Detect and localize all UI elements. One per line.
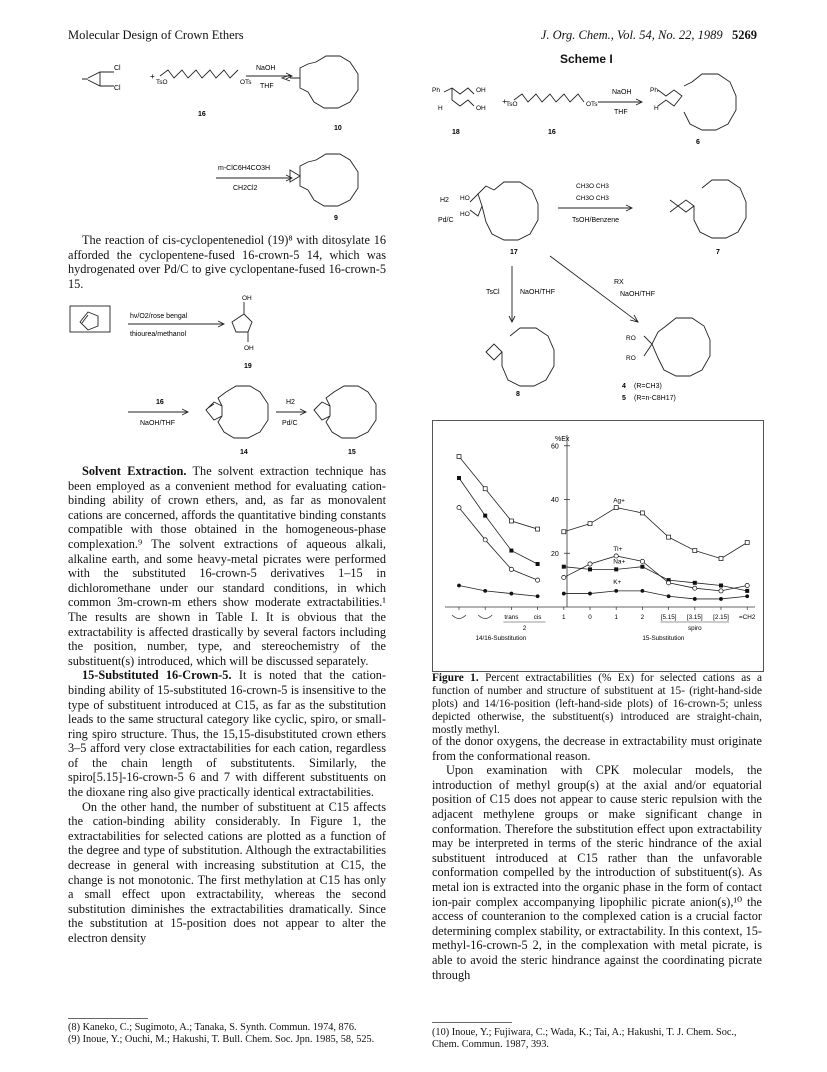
paragraph-number-of-substituent: On the other hand, the number of substituent at C15 affects the cation-binding ability considerably. In Figure 1, the extractabilities for selected cations are plotted as a function of the degree and type of substitution. Although the extractabilities decrease in general with increasing substitution at C15, the change is not monotonic. The first methylation at C15 has only a small effect upon extractability, whereas the second substitution diminishes the extractabilities dramatically. Since the substitution at 15-position does not appear to alter the electron density — [68, 799, 386, 945]
footnote-rule-right — [432, 1022, 512, 1023]
figure-1-chart — [433, 421, 763, 671]
data-point-ag-plus-3 — [536, 527, 540, 531]
svg-text:HO: HO — [460, 211, 470, 218]
reagent-pdc: Pd/C — [282, 420, 298, 427]
reagent-h2: H2 — [286, 399, 295, 406]
svg-text:Cl: Cl — [114, 85, 121, 92]
data-point-k-plus-3 — [536, 594, 540, 598]
data-point-na-plus-4 — [562, 565, 566, 569]
scheme-tsoh: TsOH/Benzene — [572, 217, 620, 224]
x-category-label-3: cis — [533, 614, 542, 621]
series-line-right-ag-plus — [564, 508, 747, 559]
data-point-na-plus-11 — [745, 589, 749, 593]
scheme-naoh: NaOH — [612, 89, 632, 96]
compound-number-19: 19 — [244, 363, 252, 370]
paragraph-cyclopentenediol: The reaction of cis-cyclopentenediol (19)⁸ with ditosylate 16 afforded the cyclopentene-fused 16-crown-5 14, which was hydrogenated over Pd/C to give cyclopentane-fused 16-crown-5 15. — [68, 233, 386, 291]
reagent-mcpba: m-ClC6H4CO3H — [218, 165, 271, 172]
scheme-rx: RX — [614, 279, 624, 286]
data-point-k-plus-7 — [641, 589, 645, 593]
scheme-acetal-1: CH3O CH3 — [576, 183, 609, 190]
figure-1-frame — [432, 420, 764, 672]
figure-1-caption — [432, 672, 762, 737]
compound-number-8: 8 — [516, 391, 520, 398]
data-point-k-plus-4 — [562, 592, 566, 596]
footnotes-left — [68, 1022, 386, 1046]
compound-4-r: (R=CH3) — [634, 383, 662, 390]
x-group-label-14-16: 14/16-Substitution — [475, 635, 527, 642]
scheme-pdc: Pd/C — [438, 217, 454, 224]
svg-text:Ph: Ph — [650, 87, 658, 94]
data-point-k-plus-9 — [693, 597, 697, 601]
svg-text:+: + — [150, 72, 155, 81]
scheme-h: H — [438, 105, 443, 112]
data-point-k-plus-6 — [614, 589, 618, 593]
data-point-tl-plus-5 — [588, 562, 592, 566]
data-point-ag-plus-5 — [588, 522, 592, 526]
scheme-mid-left — [68, 292, 388, 464]
scheme-oh-2: OH — [476, 105, 486, 112]
x-category-label-10: [2.15] — [713, 614, 729, 621]
data-point-tl-plus-10 — [719, 589, 723, 593]
svg-text:OTs: OTs — [240, 79, 252, 86]
scheme-1 — [430, 66, 762, 404]
svg-text:H: H — [654, 105, 659, 112]
solvent-ch2cl2: CH2Cl2 — [233, 185, 258, 192]
y-axis-label: %Ex — [555, 436, 570, 443]
paragraph-cpk-models: Upon examination with CPK molecular models, the introduction of methyl group(s) at the axial and/or equatorial position of C15 does not appear to cause steric repulsion with the adjacent methylene groups or make significant change in conformation. Therefore the substitution effect upon extractability may be interpreted in terms of the steric hindrance of the axial substituent introduced at C15 rather than the unfavorable conformation compelled by the introduction of substituent(s). As metal ion is extracted into the organic phase in the form of contact ion-pair complex accompanying lipophilic picrate anion(s),¹⁰ the access of counteranion to the complexed cation is a crucial factor determining complex stability, or extractability. In this context, 15-methyl-16-crown-5 2, in the complexation with metal picrate, is able to avoid the steric hindrance against the coordinating picrate through — [432, 763, 762, 982]
scheme-tscl: TsCl — [486, 289, 500, 296]
footnote-rule-left — [68, 1018, 148, 1019]
data-point-tl-plus-8 — [667, 581, 671, 585]
compound-number-10: 10 — [334, 125, 342, 132]
series-label-ag: Ag+ — [613, 497, 625, 505]
compound-number-18: 18 — [452, 129, 460, 136]
x-category-label-4: 1 — [562, 614, 566, 621]
compound-number-15: 15 — [348, 449, 356, 456]
data-point-ag-plus-9 — [693, 549, 697, 553]
data-point-k-plus-0 — [457, 584, 461, 588]
journal-citation — [541, 28, 757, 43]
page-number: 5269 — [732, 28, 757, 42]
reagent-naoh-thf: NaOH/THF — [140, 420, 175, 427]
svg-text:TsO: TsO — [156, 79, 168, 86]
svg-text:RO: RO — [626, 335, 636, 342]
scheme-title: Scheme I — [560, 52, 613, 66]
svg-text:RO: RO — [626, 355, 636, 362]
svg-text:HO: HO — [460, 195, 470, 202]
compound-number-4: 4 — [622, 383, 626, 390]
data-point-tl-plus-4 — [562, 575, 566, 579]
x-category-ring-0 — [452, 615, 466, 619]
data-point-tl-plus-1 — [483, 538, 487, 542]
compound-number-16b: 16 — [156, 399, 164, 406]
series-line-left-tl-plus — [459, 508, 538, 581]
series-line-left-ag-plus — [459, 457, 538, 530]
svg-text:Cl: Cl — [114, 65, 121, 72]
data-point-k-plus-2 — [510, 592, 514, 596]
data-point-k-plus-5 — [588, 592, 592, 596]
scheme-thf: THF — [614, 109, 628, 116]
data-point-ag-plus-11 — [745, 541, 749, 545]
data-point-tl-plus-7 — [640, 559, 644, 563]
compound-number-7: 7 — [716, 249, 720, 256]
footnote-9: (9) Inoue, Y.; Ouchi, M.; Hakushi, T. Bull. Chem. Soc. Jpn. 1985, 58, 525. — [68, 1034, 375, 1045]
scheme-naoh-thf-2: NaOH/THF — [620, 291, 655, 298]
scheme-acetal-2: CH3O CH3 — [576, 195, 609, 202]
x-category-ring-1 — [478, 615, 492, 619]
data-point-ag-plus-6 — [614, 506, 618, 510]
footnote-10: (10) Inoue, Y.; Fujiwara, C.; Wada, K.; Tai, A.; Hakushi, T. J. Chem. Soc., Chem. Commun. 1987, 393. — [432, 1027, 737, 1050]
reagent-rose-bengal: hν/O2/rose bengal — [130, 313, 188, 320]
series-line-left-na-plus — [459, 478, 538, 564]
left-column-body — [68, 464, 386, 946]
data-point-ag-plus-1 — [483, 487, 487, 491]
caption-label: Figure 1. — [432, 672, 479, 684]
data-point-ag-plus-10 — [719, 557, 723, 561]
data-point-na-plus-9 — [693, 581, 697, 585]
scheme-oh-1: OH — [476, 87, 486, 94]
paragraph-donor-oxygens: of the donor oxygens, the decrease in extractability must originate from the conformational reason. — [432, 734, 762, 763]
data-point-na-plus-6 — [614, 567, 618, 571]
svg-text:TsO: TsO — [506, 101, 518, 108]
solvent-thf-1: THF — [260, 83, 274, 90]
scheme-h2: H2 — [440, 197, 449, 204]
data-point-ag-plus-8 — [667, 535, 671, 539]
data-point-tl-plus-2 — [509, 567, 513, 571]
x-category-label-11: =CH2 — [739, 614, 756, 621]
x-category-label-7: 2 — [640, 614, 645, 621]
x-category-label-8: [5.15] — [660, 614, 677, 621]
x-group-label-15: 15-Substitution — [642, 635, 685, 642]
y-tick-label-40: 40 — [551, 497, 559, 504]
x-category-label-2: trans — [504, 614, 519, 621]
footnote-8: (8) Kaneko, C.; Sugimoto, A.; Tanaka, S. Synth. Commun. 1974, 876. — [68, 1022, 357, 1033]
x-category-note-2: 2 — [522, 625, 527, 632]
series-label-k: K+ — [613, 578, 622, 586]
compound-number-9: 9 — [334, 215, 338, 222]
compound-number-6: 6 — [696, 139, 700, 146]
compound-number-17: 17 — [510, 249, 518, 256]
data-point-tl-plus-9 — [693, 586, 697, 590]
x-category-label-9: [3.15] — [686, 614, 703, 621]
data-point-tl-plus-0 — [457, 505, 461, 509]
series-label-na: Na+ — [613, 558, 626, 566]
data-point-k-plus-1 — [483, 589, 487, 593]
data-point-na-plus-5 — [588, 567, 592, 571]
scheme-top-left — [68, 48, 388, 226]
y-tick-label-20: 20 — [551, 550, 559, 558]
svg-text:+: + — [502, 97, 507, 106]
data-point-k-plus-10 — [719, 597, 723, 601]
paragraph-solvent-extraction: Solvent Extraction. The solvent extraction technique has been employed as a convenient method for evaluating cation-binding ability of crown ethers, and, as far as monovalent cations are concerned, affords the quantitative binding constants compatible with those obtained in the homogeneous-phase complexation.⁹ The solvent extractions of aqueous alkali, alkaline earth, and some heavy-metal picrates were performed with the substituted 16-crown-5 derivatives 1–15 in dichloromethane under our standard conditions, in which common 3m-crown-m ethers show moderate extractabilities.¹ The results are shown in Table I. It is obvious that the extractability is affected drastically by several factors including the position, number, type, and stereochemistry of the substituent(s) introduced, which will be discussed separately. — [68, 464, 386, 668]
data-point-na-plus-3 — [536, 562, 540, 566]
series-line-left-k-plus — [459, 586, 538, 597]
data-point-na-plus-0 — [457, 476, 461, 480]
compound-number-16: 16 — [198, 111, 206, 118]
caption-text: Percent extractabilities (% Ex) for selected cations as a function of number and structure of substituent at 15- (right-hand-side plots) and 14/16-position (left-hand-side plots) of 16-crown-5; unless depicted otherwise, the substituent(s) introduced are straight-chain, mostly methyl. — [432, 672, 763, 736]
reagent-thiourea: thiourea/methanol — [130, 331, 187, 338]
x-category-label-5: 0 — [588, 614, 592, 621]
right-column-body — [432, 734, 762, 982]
compound-number-14: 14 — [240, 449, 248, 456]
scheme-naoh-thf-1: NaOH/THF — [520, 289, 555, 296]
data-point-na-plus-2 — [509, 549, 513, 553]
reagent-naoh-1: NaOH — [256, 65, 276, 72]
data-point-k-plus-8 — [667, 594, 671, 598]
y-tick-label-60: 60 — [551, 443, 559, 451]
data-point-ag-plus-2 — [509, 519, 513, 523]
data-point-na-plus-10 — [719, 584, 723, 588]
svg-text:OH: OH — [244, 345, 254, 352]
data-point-ag-plus-4 — [562, 530, 566, 534]
scheme-ph: Ph — [432, 87, 440, 94]
data-point-na-plus-1 — [483, 514, 487, 518]
data-point-na-plus-7 — [640, 565, 644, 569]
svg-text:OH: OH — [242, 295, 252, 302]
data-point-tl-plus-11 — [745, 583, 749, 587]
svg-text:OTs: OTs — [586, 101, 598, 108]
running-title: Molecular Design of Crown Ethers — [68, 28, 244, 42]
data-point-ag-plus-7 — [640, 511, 644, 515]
data-point-k-plus-11 — [745, 594, 749, 598]
journal-reference: J. Org. Chem., Vol. 54, No. 22, 1989 — [540, 28, 723, 42]
x-category-label-6: 1 — [614, 614, 618, 621]
series-label-tl: Tl+ — [613, 545, 623, 553]
compound-5-r: (R=n-C8H17) — [634, 395, 676, 402]
data-point-tl-plus-3 — [536, 578, 540, 582]
compound-number-16c: 16 — [548, 129, 556, 136]
footnotes-right — [432, 1027, 762, 1051]
paragraph-15-substituted: 15-Substituted 16-Crown-5. It is noted that the cation-binding ability of 15-substituted 16-crown-5 is insensitive to the type of substituent introduced at C15, as far as the substitution leads to the same structural category like cyclic, spiro, or small-ring spiro structure. Thus, the 15,15-disubstituted crown ethers 3–5 afford very close extractabilities for each cation, regardless of the chain length of substitutents. Similarly, the spiro[5.15]-16-crown-5 6 and 7 with different substituents on the dioxane ring also give practically identical extractabilities. — [68, 668, 386, 800]
data-point-ag-plus-0 — [457, 455, 461, 459]
compound-number-5: 5 — [622, 395, 626, 402]
x-category-note-spiro: spiro — [687, 625, 702, 632]
